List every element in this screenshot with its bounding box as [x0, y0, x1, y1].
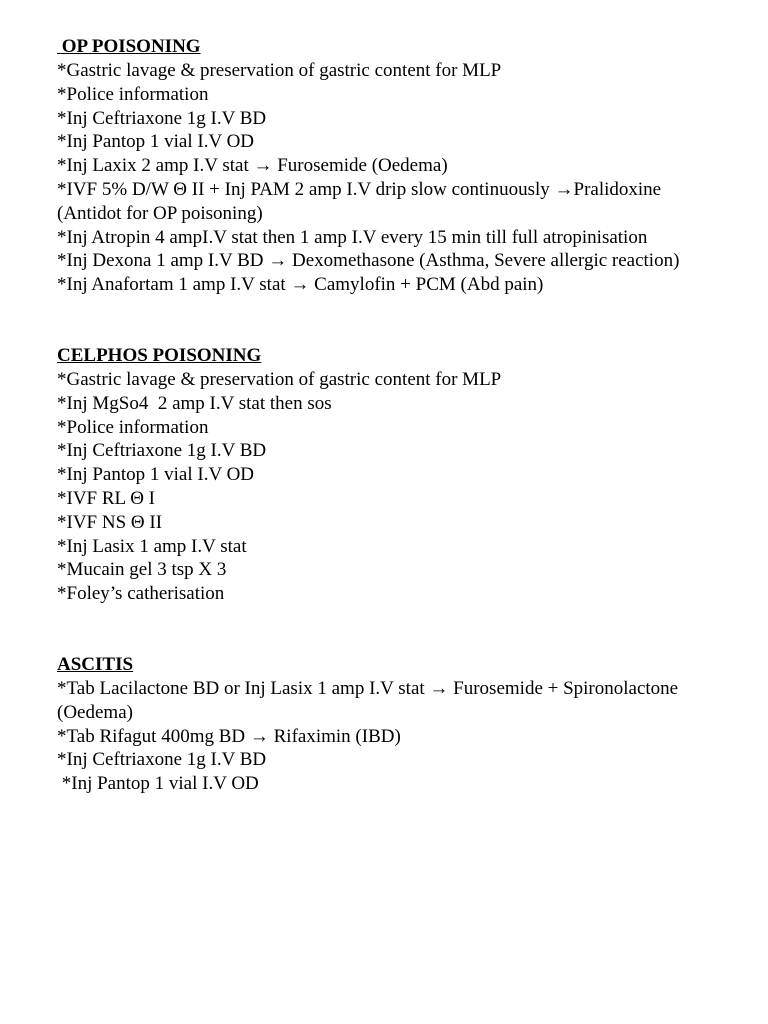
section-op-poisoning	[57, 35, 747, 297]
instruction-line: *Inj Anafortam 1 amp I.V stat → Camylofin + PCM (Abd pain)	[57, 274, 544, 296]
instruction-line: *Tab Lacilactone BD or Inj Lasix 1 amp I.V stat → Furosemide + Spironolactone	[57, 677, 679, 699]
instruction-line: *IVF 5% D/W Θ II + Inj PAM 2 amp I.V drip slow continuously →Pralidoxine	[57, 178, 662, 200]
instruction-line: *Foley’s catherisation	[57, 583, 225, 605]
section-heading: OP POISONING	[57, 36, 201, 57]
instruction-line: *Inj Pantop 1 vial I.V OD	[57, 464, 255, 486]
section-heading: CELPHOS POISONING	[57, 344, 262, 366]
section-ascitis	[57, 653, 747, 796]
instruction-line: *Inj Lasix 1 amp I.V stat	[57, 535, 247, 557]
instruction-line: *Inj MgSo4 2 amp I.V stat then sos	[57, 392, 332, 414]
instruction-line: *Police information	[57, 83, 209, 105]
instruction-line: *Inj Pantop 1 vial I.V OD	[57, 131, 255, 153]
instruction-line: *Gastric lavage & preservation of gastric content for MLP	[57, 60, 502, 81]
instruction-line: *Mucain gel 3 tsp X 3	[57, 559, 227, 581]
instruction-line: *Police information	[57, 416, 209, 438]
instruction-line: *Inj Ceftriaxone 1g I.V BD	[57, 107, 267, 129]
instruction-line: *Inj Atropin 4 ampI.V stat then 1 amp I.V every 15 min till full atropinisation	[57, 226, 648, 248]
instruction-line: *Gastric lavage & preservation of gastric content for MLP	[57, 368, 502, 390]
instruction-line: *Inj Pantop 1 vial I.V OD	[57, 773, 259, 795]
section-celphos-poisoning	[57, 344, 747, 606]
instruction-line: *Inj Laxix 2 amp I.V stat → Furosemide (Oedema)	[57, 155, 448, 177]
instruction-line: (Oedema)	[57, 701, 133, 723]
instruction-line: *Inj Ceftriaxone 1g I.V BD	[57, 440, 267, 462]
instruction-line: *IVF RL Θ I	[57, 487, 155, 509]
section-heading: ASCITIS	[57, 653, 134, 675]
instruction-line: (Antidot for OP poisoning)	[57, 202, 263, 224]
instruction-line: *Inj Ceftriaxone 1g I.V BD	[57, 749, 267, 771]
instruction-line: *IVF NS Θ II	[57, 511, 163, 533]
document-page	[57, 35, 747, 796]
instruction-line: *Tab Rifagut 400mg BD → Rifaximin (IBD)	[57, 725, 401, 747]
instruction-line: *Inj Dexona 1 amp I.V BD → Dexomethasone (Asthma, Severe allergic reaction)	[57, 250, 680, 272]
